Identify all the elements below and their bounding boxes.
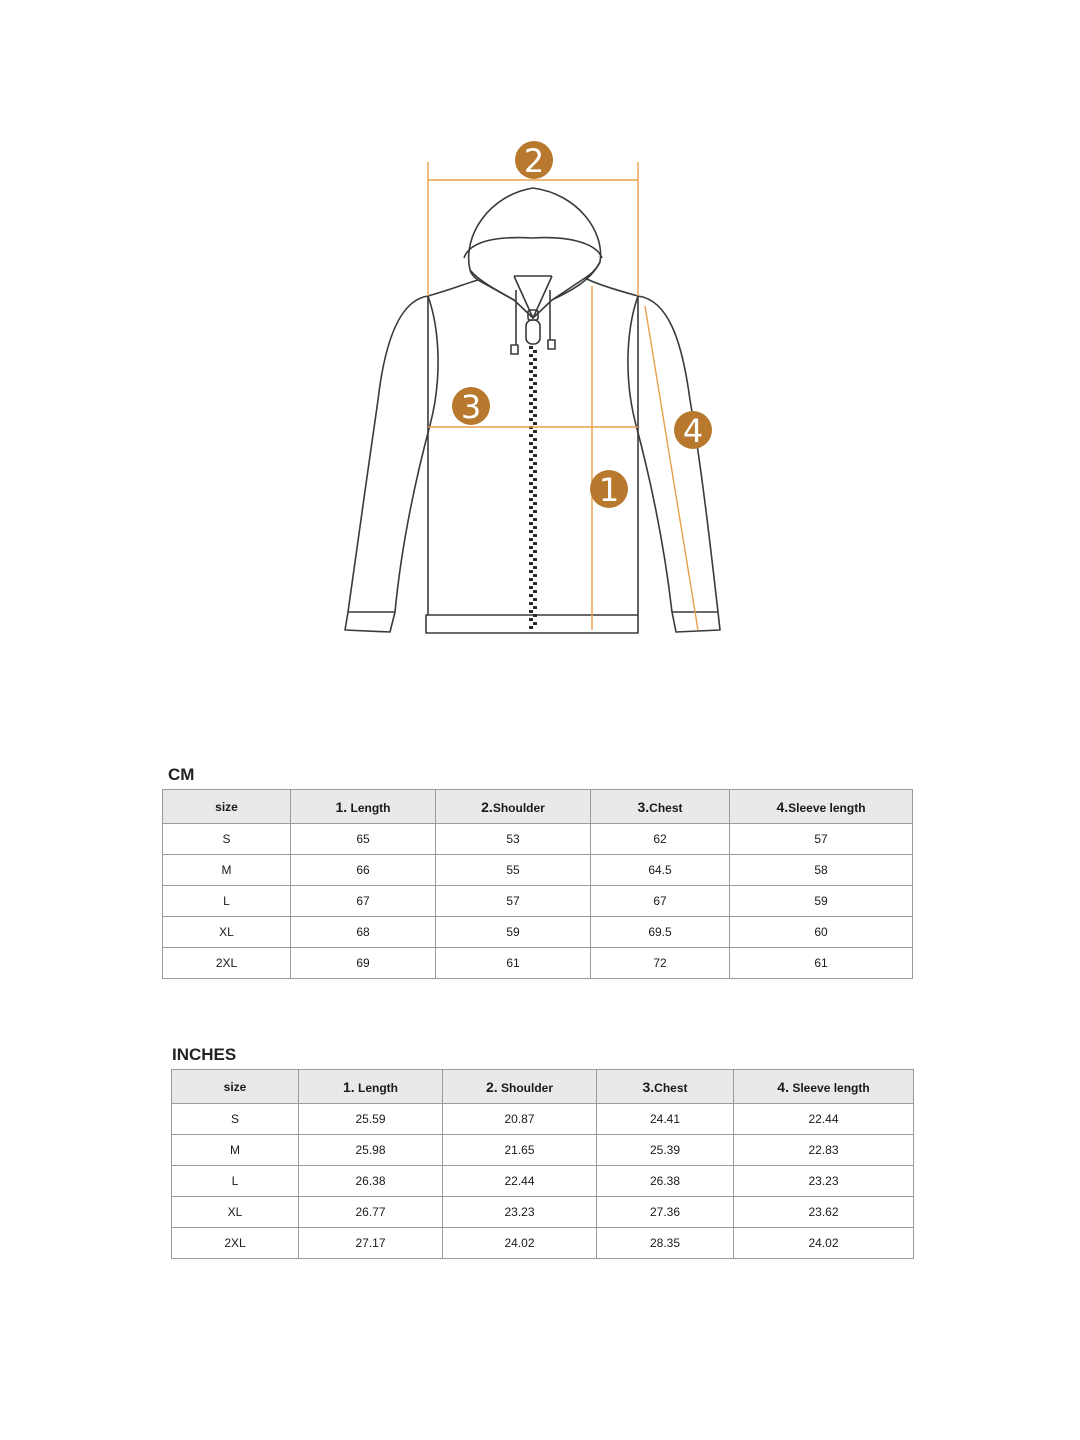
table-row [163,855,913,886]
zipper-tooth [529,570,533,573]
cell-size: 2XL [172,1228,299,1259]
zipper-tooth [533,478,537,481]
header-shoulder: 2.Shoulder [436,790,591,824]
zipper-tooth [529,530,533,533]
marker-4 [674,411,712,450]
zipper-tooth [533,350,537,353]
zipper-tooth [533,358,537,361]
zipper-tooth [529,626,533,629]
cell-size: 2XL [163,948,291,979]
cell-sleeve-length: 23.62 [734,1197,914,1228]
zipper-tooth [529,522,533,525]
cell-shoulder: 24.02 [443,1228,597,1259]
cell-chest: 62 [591,824,730,855]
zipper-tooth [533,598,537,601]
zipper-tooth [533,374,537,377]
header-chest: 3.Chest [591,790,730,824]
zipper-tooth [529,562,533,565]
zipper-tooth [529,594,533,597]
cell-chest: 69.5 [591,917,730,948]
zipper-tooth [533,606,537,609]
cell-shoulder: 20.87 [443,1104,597,1135]
header-length: 1. Length [299,1070,443,1104]
cell-chest: 64.5 [591,855,730,886]
header-length: 1. Length [291,790,436,824]
zipper-tooth [529,346,533,349]
zipper-tooth [529,386,533,389]
cell-sleeve-length: 57 [730,824,913,855]
zipper-tooth [529,402,533,405]
zipper-tooth [533,510,537,513]
marker-3 [452,387,490,426]
cell-shoulder: 61 [436,948,591,979]
zipper-tooth [529,362,533,365]
zipper-tooth [533,390,537,393]
cell-shoulder: 57 [436,886,591,917]
table-row [172,1104,914,1135]
zipper-tooth [533,566,537,569]
zipper-tooth [533,398,537,401]
zipper-tooth [533,366,537,369]
cell-shoulder: 23.23 [443,1197,597,1228]
zipper-tooth [533,574,537,577]
zipper-tooth [529,378,533,381]
table-header-row [163,790,913,824]
zipper-tooth [533,502,537,505]
cell-size: M [172,1135,299,1166]
cell-chest: 27.36 [597,1197,734,1228]
header-sleeve-length: 4.Sleeve length [730,790,913,824]
zipper-tooth [529,554,533,557]
hoodie-diagram [0,0,1080,700]
zipper-tooth [533,406,537,409]
cell-size: S [163,824,291,855]
zipper-tooth [533,590,537,593]
zipper-tooth [529,466,533,469]
zipper-tooth [529,458,533,461]
cell-sleeve-length: 24.02 [734,1228,914,1259]
zipper [529,346,537,629]
zipper-tooth [529,610,533,613]
table-row [163,948,913,979]
cell-length: 27.17 [299,1228,443,1259]
zipper-tooth [533,454,537,457]
header-size: size [172,1070,299,1104]
header-size: size [163,790,291,824]
marker-1 [590,470,628,509]
header-chest: 3.Chest [597,1070,734,1104]
zipper-tooth [533,558,537,561]
cell-length: 25.98 [299,1135,443,1166]
zipper-tooth [529,514,533,517]
svg-text:3: 3 [460,388,482,426]
svg-text:1: 1 [598,471,620,509]
zipper-tooth [533,382,537,385]
cell-chest: 67 [591,886,730,917]
table-row [172,1228,914,1259]
table-row [163,886,913,917]
zipper-tooth [529,490,533,493]
cell-shoulder: 59 [436,917,591,948]
cell-size: XL [172,1197,299,1228]
zipper-tooth [533,534,537,537]
table-row [172,1135,914,1166]
zipper-tooth [529,474,533,477]
zipper-tooth [529,450,533,453]
inches-size-table [171,1069,914,1259]
zipper-tooth [529,394,533,397]
zipper-tooth [529,618,533,621]
cell-length: 66 [291,855,436,886]
svg-text:4: 4 [682,412,704,450]
zipper-tooth [533,582,537,585]
zipper-tooth [533,542,537,545]
cell-size: S [172,1104,299,1135]
cell-length: 69 [291,948,436,979]
table-row [172,1166,914,1197]
zipper-tooth [533,526,537,529]
zipper-tooth [533,430,537,433]
cm-size-table [162,789,913,979]
zipper-tooth [533,518,537,521]
svg-text:2: 2 [523,142,545,180]
cell-size: XL [163,917,291,948]
cell-sleeve-length: 58 [730,855,913,886]
zipper-tooth [533,550,537,553]
cell-length: 67 [291,886,436,917]
cell-length: 65 [291,824,436,855]
cm-title: CM [168,765,195,784]
zipper-tooth [529,546,533,549]
zipper-tooth [533,470,537,473]
zipper-tooth [533,494,537,497]
cell-length: 26.38 [299,1166,443,1197]
cell-length: 26.77 [299,1197,443,1228]
marker-2 [515,141,553,180]
zipper-tooth [529,418,533,421]
cell-size: L [172,1166,299,1197]
zipper-tooth [529,586,533,589]
zipper-tooth [533,446,537,449]
cell-chest: 24.41 [597,1104,734,1135]
inches-title: INCHES [172,1045,237,1064]
cell-shoulder: 53 [436,824,591,855]
zipper-tooth [529,370,533,373]
cell-length: 68 [291,917,436,948]
cell-chest: 28.35 [597,1228,734,1259]
zipper-tooth [533,422,537,425]
zipper-tooth [533,414,537,417]
table-header-row [172,1070,914,1104]
cell-shoulder: 21.65 [443,1135,597,1166]
zipper-tooth [533,462,537,465]
table-row [163,824,913,855]
zipper-tooth [529,442,533,445]
header-sleeve-length: 4. Sleeve length [734,1070,914,1104]
zipper-tooth [529,602,533,605]
zipper-tooth [529,498,533,501]
cell-sleeve-length: 61 [730,948,913,979]
zipper-tooth [529,354,533,357]
zipper-tooth [529,482,533,485]
cell-chest: 26.38 [597,1166,734,1197]
table-row [163,917,913,948]
zipper-tooth [533,622,537,625]
cell-size: M [163,855,291,886]
cell-chest: 25.39 [597,1135,734,1166]
cell-size: L [163,886,291,917]
zipper-tooth [533,614,537,617]
table-row [172,1197,914,1228]
cell-sleeve-length: 23.23 [734,1166,914,1197]
cell-sleeve-length: 59 [730,886,913,917]
zipper-tooth [529,434,533,437]
zipper-tooth [533,486,537,489]
zipper-tooth [529,538,533,541]
header-shoulder: 2. Shoulder [443,1070,597,1104]
sleeve-line [645,306,698,630]
cell-sleeve-length: 22.83 [734,1135,914,1166]
cell-shoulder: 55 [436,855,591,886]
cell-chest: 72 [591,948,730,979]
cell-sleeve-length: 22.44 [734,1104,914,1135]
cell-length: 25.59 [299,1104,443,1135]
cell-sleeve-length: 60 [730,917,913,948]
zipper-tooth [529,410,533,413]
zipper-tooth [533,438,537,441]
zipper-tooth [529,578,533,581]
cell-shoulder: 22.44 [443,1166,597,1197]
zipper-tooth [529,506,533,509]
